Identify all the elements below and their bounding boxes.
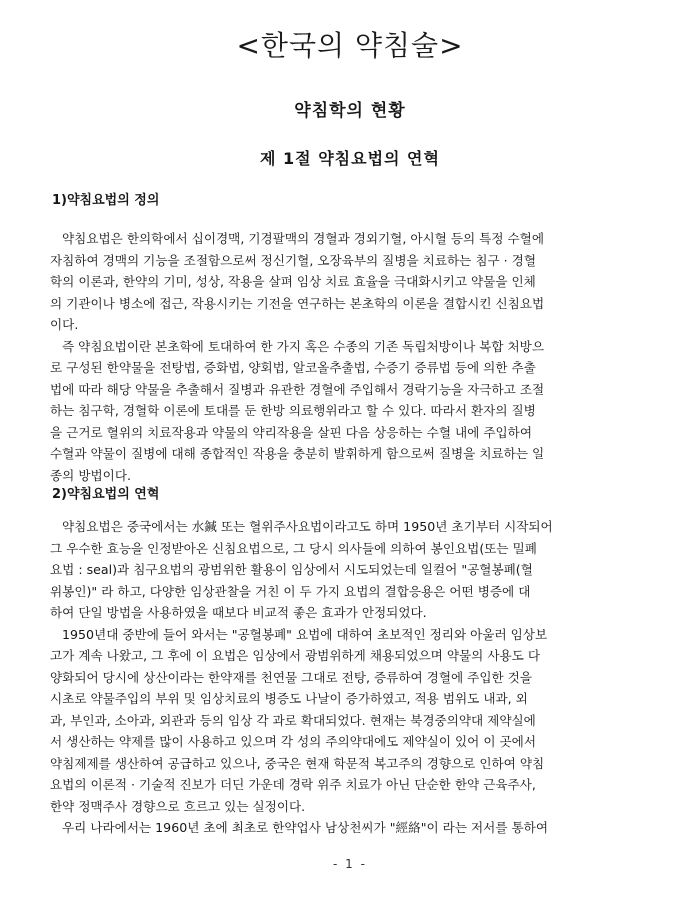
- page-number: - 1 -: [333, 857, 367, 871]
- paragraph-line: 양화되어 당시에 상산이라는 한약재를 천연물 그대로 전탕, 증류하여 경혈에 주입한 것을: [50, 669, 532, 685]
- paragraph-line: 즉 약침요법이란 본초학에 토대하여 한 가지 혹은 수종의 기존 독립처방이나 복합 처방으: [62, 338, 544, 354]
- paragraph-line: 약침요법은 한의학에서 십이경맥, 기경팔맥의 경혈과 경외기혈, 아시혈 등의 특정 수혈에: [62, 231, 544, 246]
- paragraph-line: 종의 방법이다.: [50, 467, 131, 483]
- paragraph-line: 우리 나라에서는 1960년 초에 최초로 한약업사 남상천씨가 "經絡"이 라는 저서를 통하여: [62, 820, 548, 835]
- paragraph-line: 을 근거로 혈위의 치료작용과 약물의 약리작용을 살핀 다음 상응하는 수혈 내에 주입하여: [50, 424, 532, 440]
- paragraph-line: 요법 : seal)과 침구요법의 광범위한 활용이 임상에서 시도되었는데 일컬어 "공혈봉폐(혈: [50, 562, 533, 577]
- document-subtitle: 약침학의 현황: [294, 101, 406, 121]
- paragraph-line: 고가 계속 나왔고, 그 후에 이 요법은 임상에서 광범위하게 채용되었으며 약물의 사용도 다: [50, 648, 541, 663]
- paragraph-line: 학의 이론과, 한약의 기미, 성상, 작용을 살펴 임상 치료 효율을 극대화시키고 약물을 인체: [50, 274, 536, 289]
- section-heading-definition: 1)약침요법의 정의: [52, 193, 160, 208]
- paragraph-line: 자침하여 경맥의 기능을 조절함으로써 정신기혈, 오장육부의 질병을 치료하는 침구 · 경혈: [50, 252, 536, 268]
- paragraph-line: 로 구성된 한약물을 전탕법, 증화법, 양회법, 알코올추출법, 수증기 증류법 등에 의한 추출: [50, 360, 536, 375]
- document-main-title: <한국의 약침술>: [236, 29, 464, 62]
- paragraph-line: 위봉인)" 라 하고, 다양한 임상관찰을 거친 이 두 가지 요법의 결합응용은 어떤 병증에 대: [50, 583, 531, 599]
- paragraph-line: 서 생산하는 약제를 많이 사용하고 있으며 각 성의 주의약대에도 제약실이 있어 이 곳에서: [50, 734, 536, 749]
- chapter-title: 제 1절 약침요법의 연혁: [260, 149, 440, 168]
- paragraph-line: 의 기관이나 병소에 접근, 작용시키는 기전을 연구하는 본초학의 이론을 결합시킨 신침요법: [50, 295, 545, 311]
- paragraph-line: 수혈과 약물이 질병에 대해 종합적인 작용을 충분히 발휘하게 함으로써 질병을 치료하는 일: [50, 446, 545, 461]
- section-body-history: [50, 516, 654, 839]
- paragraph-line: 법에 따라 해당 약물을 추출해서 질병과 유관한 경혈에 주입해서 경락기능을 자극하고 조절: [50, 381, 545, 397]
- section-heading-history: 2)약침요법의 연혁: [52, 487, 160, 502]
- paragraph-line: 과, 부인과, 소아과, 외관과 등의 임상 각 과로 확대되었다. 현재는 북경중의약대 제약실에: [50, 712, 536, 728]
- paragraph-line: 1950년대 중반에 들어 와서는 "공혈봉폐" 요법에 대하여 초보적인 정리와 아울러 임상보: [62, 626, 548, 642]
- paragraph-line: 하여 단일 방법을 사용하였을 때보다 비교적 좋은 효과가 안정되었다.: [50, 605, 427, 620]
- paragraph-line: 이다.: [50, 317, 79, 332]
- paragraph-line: 요법의 이론적 · 기술적 진보가 더딘 가운데 경락 위주 치료가 아닌 단순한 한약 근육주사,: [50, 777, 536, 792]
- section-body-definition: [50, 228, 654, 486]
- paragraph-line: 약침요법은 중국에서는 水鍼 또는 혈위주사요법이라고도 하며 1950년 초기부터 시작되어: [62, 519, 553, 534]
- paragraph-line: 그 우수한 효능을 인정받아온 신침요법으로, 그 당시 의사들에 의하여 봉인요법(또는 밀폐: [50, 540, 537, 556]
- paragraph-line: 한약 정맥주사 경향으로 흐르고 있는 실정이다.: [50, 798, 306, 814]
- paragraph-line: 약침제제를 생산하여 공급하고 있으나, 중국은 현재 학문적 복고주의 경향으로 인하여 약침: [50, 755, 545, 771]
- paragraph-line: 시초로 약물주입의 부위 및 임상치료의 병증도 나날이 증가하였고, 적용 범위도 내과, 외: [50, 691, 528, 706]
- paragraph-line: 하는 침구학, 경혈학 이론에 토대를 둔 한방 의료행위라고 할 수 있다. 따라서 환자의 질병: [50, 403, 536, 418]
